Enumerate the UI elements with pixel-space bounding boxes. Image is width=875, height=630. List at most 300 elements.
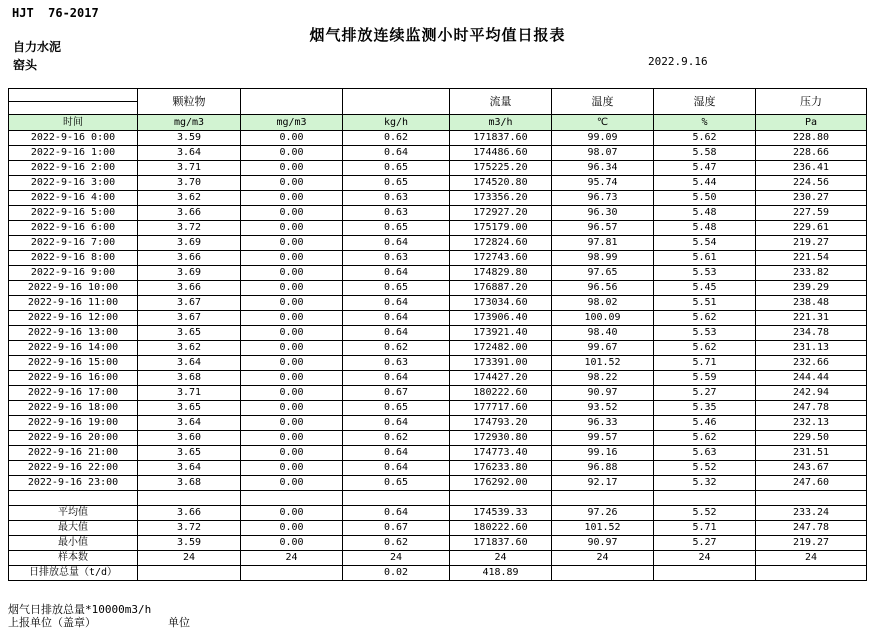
spacer-cell — [138, 491, 241, 506]
table-row — [9, 431, 867, 446]
value-cell: 0.65 — [343, 161, 450, 176]
summary-value-cell: 0.67 — [343, 521, 450, 536]
value-cell: 0.64 — [343, 416, 450, 431]
summary-value-cell: 24 — [241, 551, 343, 566]
value-cell: 98.22 — [552, 371, 654, 386]
value-cell: 3.67 — [138, 311, 241, 326]
summary-value-cell: 101.52 — [552, 521, 654, 536]
table-row — [9, 206, 867, 221]
value-cell: 0.00 — [241, 191, 343, 206]
spacer-cell — [9, 491, 138, 506]
time-cell: 2022-9-16 4:00 — [9, 191, 138, 206]
value-cell: 5.63 — [654, 446, 756, 461]
value-cell: 173034.60 — [450, 296, 552, 311]
value-cell: 0.65 — [343, 176, 450, 191]
report-date: 2022.9.16 — [648, 55, 708, 68]
unit-cell: ℃ — [552, 115, 654, 131]
time-cell: 2022-9-16 20:00 — [9, 431, 138, 446]
value-cell: 3.71 — [138, 386, 241, 401]
col-header-flow: 流量 — [450, 89, 552, 115]
value-cell: 247.60 — [756, 476, 867, 491]
spacer-cell — [756, 491, 867, 506]
value-cell: 219.27 — [756, 236, 867, 251]
report-table — [8, 88, 867, 581]
value-cell: 232.13 — [756, 416, 867, 431]
group-header-row — [9, 89, 867, 102]
time-cell: 2022-9-16 7:00 — [9, 236, 138, 251]
value-cell: 172930.80 — [450, 431, 552, 446]
value-cell: 0.00 — [241, 461, 343, 476]
value-cell: 101.52 — [552, 356, 654, 371]
value-cell: 99.57 — [552, 431, 654, 446]
value-cell: 174829.80 — [450, 266, 552, 281]
spacer-cell — [654, 491, 756, 506]
value-cell: 228.66 — [756, 146, 867, 161]
summary-row — [9, 521, 867, 536]
table-row — [9, 251, 867, 266]
time-cell: 2022-9-16 12:00 — [9, 311, 138, 326]
time-cell: 2022-9-16 8:00 — [9, 251, 138, 266]
unit-cell: % — [654, 115, 756, 131]
value-cell: 3.62 — [138, 341, 241, 356]
value-cell: 0.00 — [241, 431, 343, 446]
summary-value-cell: 5.71 — [654, 521, 756, 536]
time-cell: 2022-9-16 0:00 — [9, 131, 138, 146]
time-cell: 2022-9-16 2:00 — [9, 161, 138, 176]
value-cell: 244.44 — [756, 371, 867, 386]
value-cell: 233.82 — [756, 266, 867, 281]
time-cell: 2022-9-16 23:00 — [9, 476, 138, 491]
table-head — [9, 89, 867, 131]
value-cell: 0.64 — [343, 266, 450, 281]
summary-value-cell: 0.62 — [343, 536, 450, 551]
summary-value-cell — [756, 566, 867, 581]
value-cell: 96.33 — [552, 416, 654, 431]
unit-cell: Pa — [756, 115, 867, 131]
value-cell: 228.80 — [756, 131, 867, 146]
page-title: 烟气排放连续监测小时平均值日报表 — [309, 26, 566, 44]
summary-value-cell: 171837.60 — [450, 536, 552, 551]
value-cell: 97.81 — [552, 236, 654, 251]
summary-value-cell: 247.78 — [756, 521, 867, 536]
value-cell: 97.65 — [552, 266, 654, 281]
table-row — [9, 221, 867, 236]
value-cell: 0.00 — [241, 236, 343, 251]
value-cell: 174793.20 — [450, 416, 552, 431]
value-cell: 5.32 — [654, 476, 756, 491]
value-cell: 5.27 — [654, 386, 756, 401]
time-cell: 2022-9-16 14:00 — [9, 341, 138, 356]
value-cell: 0.00 — [241, 326, 343, 341]
site-name: 窑头 — [13, 58, 38, 72]
value-cell: 224.56 — [756, 176, 867, 191]
summary-row — [9, 566, 867, 581]
value-cell: 3.64 — [138, 146, 241, 161]
value-cell: 236.41 — [756, 161, 867, 176]
table-row — [9, 341, 867, 356]
value-cell: 5.46 — [654, 416, 756, 431]
summary-value-cell: 219.27 — [756, 536, 867, 551]
summary-label-cell: 样本数 — [9, 551, 138, 566]
unit-cell: mg/m3 — [241, 115, 343, 131]
value-cell: 3.60 — [138, 431, 241, 446]
value-cell: 5.53 — [654, 326, 756, 341]
footnote-total: 烟气日排放总量*10000m3/h — [8, 603, 152, 616]
value-cell: 0.62 — [343, 431, 450, 446]
summary-value-cell: 90.97 — [552, 536, 654, 551]
corner-cell-bottom — [9, 102, 138, 115]
value-cell: 0.65 — [343, 281, 450, 296]
value-cell: 242.94 — [756, 386, 867, 401]
value-cell: 3.66 — [138, 251, 241, 266]
summary-value-cell: 24 — [654, 551, 756, 566]
value-cell: 3.65 — [138, 401, 241, 416]
value-cell: 173921.40 — [450, 326, 552, 341]
value-cell: 172482.00 — [450, 341, 552, 356]
value-cell: 239.29 — [756, 281, 867, 296]
value-cell: 247.78 — [756, 401, 867, 416]
value-cell: 3.69 — [138, 236, 241, 251]
time-cell: 2022-9-16 16:00 — [9, 371, 138, 386]
table-row — [9, 146, 867, 161]
value-cell: 174427.20 — [450, 371, 552, 386]
summary-value-cell: 0.64 — [343, 506, 450, 521]
value-cell: 180222.60 — [450, 386, 552, 401]
table-row — [9, 311, 867, 326]
summary-value-cell — [552, 566, 654, 581]
spacer-cell — [552, 491, 654, 506]
value-cell: 221.54 — [756, 251, 867, 266]
table-body — [9, 131, 867, 491]
value-cell: 5.58 — [654, 146, 756, 161]
summary-value-cell: 24 — [450, 551, 552, 566]
table-row — [9, 446, 867, 461]
value-cell: 96.56 — [552, 281, 654, 296]
summary-value-cell: 0.00 — [241, 521, 343, 536]
value-cell: 0.00 — [241, 356, 343, 371]
value-cell: 0.00 — [241, 401, 343, 416]
value-cell: 5.45 — [654, 281, 756, 296]
value-cell: 175225.20 — [450, 161, 552, 176]
value-cell: 0.00 — [241, 266, 343, 281]
value-cell: 3.70 — [138, 176, 241, 191]
summary-row — [9, 536, 867, 551]
value-cell: 231.51 — [756, 446, 867, 461]
summary-label-cell: 最大值 — [9, 521, 138, 536]
value-cell: 0.62 — [343, 341, 450, 356]
value-cell: 5.48 — [654, 221, 756, 236]
value-cell: 3.62 — [138, 191, 241, 206]
value-cell: 3.59 — [138, 131, 241, 146]
value-cell: 98.99 — [552, 251, 654, 266]
value-cell: 0.65 — [343, 476, 450, 491]
value-cell: 176887.20 — [450, 281, 552, 296]
time-column-header: 时间 — [9, 115, 138, 131]
time-cell: 2022-9-16 13:00 — [9, 326, 138, 341]
value-cell: 0.64 — [343, 371, 450, 386]
value-cell: 0.64 — [343, 446, 450, 461]
time-cell: 2022-9-16 18:00 — [9, 401, 138, 416]
value-cell: 5.53 — [654, 266, 756, 281]
value-cell: 173391.00 — [450, 356, 552, 371]
table-row — [9, 326, 867, 341]
summary-value-cell: 5.52 — [654, 506, 756, 521]
summary-value-cell: 24 — [756, 551, 867, 566]
table-row — [9, 401, 867, 416]
value-cell: 3.67 — [138, 296, 241, 311]
value-cell: 0.63 — [343, 356, 450, 371]
value-cell: 3.65 — [138, 326, 241, 341]
value-cell: 99.09 — [552, 131, 654, 146]
table-row — [9, 161, 867, 176]
value-cell: 0.00 — [241, 161, 343, 176]
col-header-empty-1 — [241, 89, 343, 115]
summary-value-cell: 0.00 — [241, 536, 343, 551]
value-cell: 5.62 — [654, 131, 756, 146]
time-cell: 2022-9-16 22:00 — [9, 461, 138, 476]
value-cell: 96.30 — [552, 206, 654, 221]
value-cell: 99.16 — [552, 446, 654, 461]
time-cell: 2022-9-16 17:00 — [9, 386, 138, 401]
value-cell: 243.67 — [756, 461, 867, 476]
table-row — [9, 131, 867, 146]
value-cell: 5.48 — [654, 206, 756, 221]
time-cell: 2022-9-16 10:00 — [9, 281, 138, 296]
value-cell: 3.68 — [138, 476, 241, 491]
table-row — [9, 191, 867, 206]
value-cell: 221.31 — [756, 311, 867, 326]
col-header-empty-2 — [343, 89, 450, 115]
value-cell: 5.35 — [654, 401, 756, 416]
summary-label-cell: 平均值 — [9, 506, 138, 521]
value-cell: 172743.60 — [450, 251, 552, 266]
value-cell: 3.66 — [138, 206, 241, 221]
value-cell: 96.73 — [552, 191, 654, 206]
table-row — [9, 461, 867, 476]
value-cell: 3.64 — [138, 416, 241, 431]
value-cell: 173906.40 — [450, 311, 552, 326]
summary-value-cell: 24 — [138, 551, 241, 566]
value-cell: 174520.80 — [450, 176, 552, 191]
value-cell: 99.67 — [552, 341, 654, 356]
value-cell: 96.34 — [552, 161, 654, 176]
summary-value-cell: 3.72 — [138, 521, 241, 536]
table-row — [9, 416, 867, 431]
table-row — [9, 356, 867, 371]
table-row — [9, 266, 867, 281]
value-cell: 5.62 — [654, 311, 756, 326]
time-cell: 2022-9-16 19:00 — [9, 416, 138, 431]
value-cell: 5.61 — [654, 251, 756, 266]
col-header-humidity: 湿度 — [654, 89, 756, 115]
table-summary — [9, 491, 867, 581]
footnote-unit: 单位 — [168, 616, 190, 629]
value-cell: 5.51 — [654, 296, 756, 311]
value-cell: 0.00 — [241, 221, 343, 236]
value-cell: 0.00 — [241, 176, 343, 191]
value-cell: 176292.00 — [450, 476, 552, 491]
summary-value-cell: 180222.60 — [450, 521, 552, 536]
summary-value-cell: 24 — [552, 551, 654, 566]
value-cell: 5.44 — [654, 176, 756, 191]
value-cell: 3.68 — [138, 371, 241, 386]
value-cell: 98.07 — [552, 146, 654, 161]
value-cell: 231.13 — [756, 341, 867, 356]
time-cell: 2022-9-16 5:00 — [9, 206, 138, 221]
summary-value-cell: 233.24 — [756, 506, 867, 521]
unit-cell: mg/m3 — [138, 115, 241, 131]
summary-row — [9, 506, 867, 521]
time-cell: 2022-9-16 6:00 — [9, 221, 138, 236]
value-cell: 230.27 — [756, 191, 867, 206]
corner-cell-top — [9, 89, 138, 102]
summary-value-cell: 5.27 — [654, 536, 756, 551]
value-cell: 0.00 — [241, 416, 343, 431]
summary-label-cell: 日排放总量（t/d） — [9, 566, 138, 581]
table-row — [9, 476, 867, 491]
summary-value-cell — [654, 566, 756, 581]
value-cell: 0.00 — [241, 206, 343, 221]
spacer-cell — [450, 491, 552, 506]
col-header-particulate: 颗粒物 — [138, 89, 241, 115]
value-cell: 3.72 — [138, 221, 241, 236]
summary-value-cell: 97.26 — [552, 506, 654, 521]
value-cell: 0.63 — [343, 191, 450, 206]
unit-cell: m3/h — [450, 115, 552, 131]
value-cell: 174486.60 — [450, 146, 552, 161]
value-cell: 5.50 — [654, 191, 756, 206]
value-cell: 5.47 — [654, 161, 756, 176]
value-cell: 0.67 — [343, 386, 450, 401]
time-cell: 2022-9-16 1:00 — [9, 146, 138, 161]
value-cell: 0.00 — [241, 341, 343, 356]
value-cell: 96.57 — [552, 221, 654, 236]
value-cell: 98.02 — [552, 296, 654, 311]
value-cell: 98.40 — [552, 326, 654, 341]
value-cell: 177717.60 — [450, 401, 552, 416]
value-cell: 175179.00 — [450, 221, 552, 236]
value-cell: 93.52 — [552, 401, 654, 416]
time-cell: 2022-9-16 3:00 — [9, 176, 138, 191]
summary-row — [9, 551, 867, 566]
value-cell: 3.64 — [138, 356, 241, 371]
value-cell: 0.00 — [241, 251, 343, 266]
value-cell: 92.17 — [552, 476, 654, 491]
time-cell: 2022-9-16 11:00 — [9, 296, 138, 311]
summary-value-cell: 3.59 — [138, 536, 241, 551]
table-row — [9, 296, 867, 311]
value-cell: 5.71 — [654, 356, 756, 371]
value-cell: 5.54 — [654, 236, 756, 251]
value-cell: 100.09 — [552, 311, 654, 326]
doc-code: HJT 76-2017 — [12, 6, 99, 20]
time-cell: 2022-9-16 9:00 — [9, 266, 138, 281]
value-cell: 172824.60 — [450, 236, 552, 251]
value-cell: 96.88 — [552, 461, 654, 476]
value-cell: 0.64 — [343, 296, 450, 311]
value-cell: 0.65 — [343, 221, 450, 236]
value-cell: 90.97 — [552, 386, 654, 401]
summary-value-cell: 0.00 — [241, 506, 343, 521]
value-cell: 232.66 — [756, 356, 867, 371]
value-cell: 0.00 — [241, 296, 343, 311]
value-cell: 229.61 — [756, 221, 867, 236]
time-cell: 2022-9-16 15:00 — [9, 356, 138, 371]
value-cell: 0.62 — [343, 131, 450, 146]
value-cell: 0.00 — [241, 131, 343, 146]
value-cell: 173356.20 — [450, 191, 552, 206]
unit-header-row — [9, 115, 867, 131]
table-row — [9, 236, 867, 251]
value-cell: 0.00 — [241, 281, 343, 296]
unit-cell: kg/h — [343, 115, 450, 131]
value-cell: 171837.60 — [450, 131, 552, 146]
value-cell: 5.59 — [654, 371, 756, 386]
value-cell: 3.69 — [138, 266, 241, 281]
spacer-cell — [343, 491, 450, 506]
value-cell: 176233.80 — [450, 461, 552, 476]
value-cell: 234.78 — [756, 326, 867, 341]
value-cell: 0.64 — [343, 461, 450, 476]
col-header-pressure: 压力 — [756, 89, 867, 115]
summary-value-cell: 174539.33 — [450, 506, 552, 521]
value-cell: 5.62 — [654, 341, 756, 356]
value-cell: 0.00 — [241, 371, 343, 386]
value-cell: 0.00 — [241, 446, 343, 461]
value-cell: 174773.40 — [450, 446, 552, 461]
value-cell: 0.64 — [343, 326, 450, 341]
summary-value-cell: 418.89 — [450, 566, 552, 581]
summary-value-cell: 0.02 — [343, 566, 450, 581]
value-cell: 0.00 — [241, 146, 343, 161]
value-cell: 0.00 — [241, 311, 343, 326]
value-cell: 5.52 — [654, 461, 756, 476]
value-cell: 0.00 — [241, 476, 343, 491]
value-cell: 238.48 — [756, 296, 867, 311]
value-cell: 0.63 — [343, 206, 450, 221]
value-cell: 95.74 — [552, 176, 654, 191]
value-cell: 0.64 — [343, 236, 450, 251]
value-cell: 3.71 — [138, 161, 241, 176]
value-cell: 229.50 — [756, 431, 867, 446]
summary-value-cell — [138, 566, 241, 581]
summary-value-cell — [241, 566, 343, 581]
value-cell: 0.64 — [343, 311, 450, 326]
footnote-report-unit: 上报单位（盖章） — [8, 616, 96, 629]
value-cell: 172927.20 — [450, 206, 552, 221]
summary-value-cell: 3.66 — [138, 506, 241, 521]
company-name: 自力水泥 — [13, 40, 62, 54]
table-row — [9, 176, 867, 191]
value-cell: 0.00 — [241, 386, 343, 401]
value-cell: 0.63 — [343, 251, 450, 266]
spacer-row — [9, 491, 867, 506]
value-cell: 3.66 — [138, 281, 241, 296]
summary-label-cell: 最小值 — [9, 536, 138, 551]
time-cell: 2022-9-16 21:00 — [9, 446, 138, 461]
table-row — [9, 281, 867, 296]
value-cell: 3.65 — [138, 446, 241, 461]
value-cell: 0.64 — [343, 146, 450, 161]
value-cell: 227.59 — [756, 206, 867, 221]
summary-value-cell: 24 — [343, 551, 450, 566]
table-row — [9, 386, 867, 401]
value-cell: 0.65 — [343, 401, 450, 416]
value-cell: 5.62 — [654, 431, 756, 446]
spacer-cell — [241, 491, 343, 506]
table-row — [9, 371, 867, 386]
value-cell: 3.64 — [138, 461, 241, 476]
